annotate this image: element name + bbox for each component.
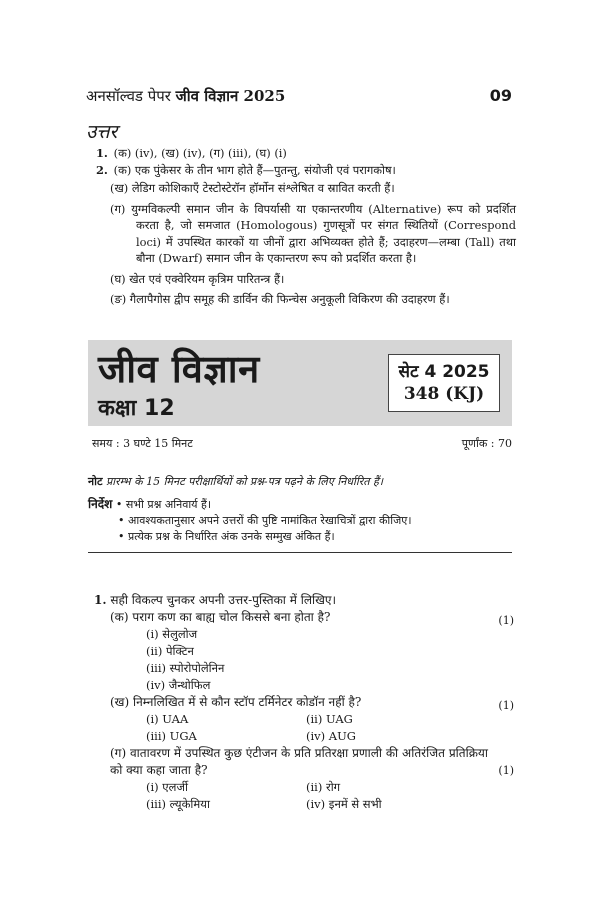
question-1-ga-option-3: (iii) ल्यूकेमिया: [146, 797, 210, 811]
paper-banner: [88, 340, 512, 426]
question-1-ga-options: [146, 779, 514, 813]
question-1-ga: [110, 745, 514, 779]
answers-section: [96, 145, 516, 308]
question-1-ga-option-2: (ii) रोग: [306, 780, 341, 794]
answer-1-number: 1.: [96, 146, 108, 160]
question-1-number: 1.: [94, 593, 107, 607]
question-1-ga-option-1: (i) एलर्जी: [146, 780, 188, 794]
instruction-item-2: • आवश्यकतानुसार अपने उत्तरों की पुष्टि नामांकित रेखाचित्रों द्वारा कीजिए।: [118, 513, 512, 529]
instruction-bullet-1: • सभी प्रश्न अनिवार्य हैं।: [115, 498, 212, 511]
question-1-kha-option-1: (i) UAA: [146, 712, 189, 726]
answer-2-ga: (ग) युग्मविकल्पी समान जीन के विपर्यासी या एकान्तरणीय (Alternative) रूप को प्रदर्शित करता है, जो समजात (Homologous) गुणसूत्रों पर संगत स्थितियों (Correspond loci) में उपस्थित कारकों या जीनों द्वारा अभिव्यक्त होते हैं; उदाहरण—लम्बा (Tall) तथा बौना (Dwarf) समान जीन के एकान्तरण रूप को प्रदर्शित करता है।: [110, 201, 516, 265]
question-1-ka-text: (क) पराग कण का बाह्य चोल किससे बना होता है?: [110, 610, 331, 624]
instructions: [88, 496, 512, 545]
question-1-kha-options: [146, 711, 514, 745]
note-label: नोट: [88, 475, 103, 488]
time-allowed: समय : 3 घण्टे 15 मिनट: [92, 437, 193, 450]
question-1-kha: [110, 694, 514, 711]
answers-heading: उत्तर: [86, 121, 118, 143]
question-1-ga-text: (ग) वातावरण में उपस्थित कुछ एंटीजन के प्रति प्रतिरक्षा प्रणाली की अतिरंजित प्रतिक्रिया को क्या कहा जाता है?: [110, 746, 488, 777]
paper-code: 348 (KJ): [403, 384, 485, 404]
question-1-ga-option-4: (iv) इनमें से सभी: [306, 797, 382, 811]
question-1: [94, 592, 514, 813]
answer-2-gha: (घ) खेत एवं एक्वेरियम कृत्रिम पारितन्त्र हैं।: [110, 271, 285, 286]
question-1-kha-option-4: (iv) AUG: [306, 729, 356, 743]
question-1-text: सही विकल्प चुनकर अपनी उत्तर-पुस्तिका में लिखिए।: [110, 593, 337, 607]
max-marks: पूर्णांक : 70: [461, 437, 512, 450]
question-1-kha-marks: (1): [498, 699, 514, 712]
section-divider: [88, 552, 512, 553]
question-1-ka-option-4: (iv) जैन्थोफिल: [146, 678, 211, 692]
running-title-prefix: अनसॉल्वड पेपर: [86, 87, 171, 105]
class-label: कक्षा 12: [98, 396, 175, 421]
set-label: सेट 4 2025: [398, 362, 490, 382]
instruction-item-3: • प्रत्येक प्रश्न के निर्धारित अंक उनके सम्मुख अंकित हैं।: [118, 529, 512, 545]
subject-title: जीव विज्ञान: [98, 347, 260, 391]
question-1-ga-marks: (1): [498, 764, 514, 777]
instruction-list: [118, 513, 512, 545]
page-number: 09: [489, 86, 512, 105]
question-1-kha-text: (ख) निम्नलिखित में से कौन स्टॉप टर्मिनेटर कोडॉन नहीं है?: [110, 695, 362, 709]
answer-2-ka: (क) एक पुंकेसर के तीन भाग होते हैं—पुतन्तु, संयोजी एवं परागकोष।: [113, 162, 396, 177]
answer-2-nga: (ङ) गैलापैगोस द्वीप समूह की डार्विन की फिन्चेस अनुकूली विकिरण की उदाहरण हैं।: [110, 292, 450, 306]
instructions-label: निर्देश: [88, 497, 113, 511]
note: [88, 474, 512, 489]
running-title-subject: जीव विज्ञान 2025: [175, 87, 286, 105]
note-text: प्रारम्भ के 15 मिनट परीक्षार्थियों को प्रश्न-पत्र पढ़ने के लिए निर्धारित हैं।: [106, 475, 384, 488]
set-box: [388, 354, 500, 412]
question-1-stem: [94, 592, 514, 609]
question-1-ka: [110, 609, 514, 626]
question-1-kha-option-3: (iii) UGA: [146, 729, 197, 743]
question-1-ka-option-3: (iii) स्पोरोपोलेनिन: [146, 661, 225, 675]
answer-1: [96, 145, 516, 162]
running-title: [86, 86, 285, 106]
question-1-ka-option-2: (ii) पेक्टिन: [146, 644, 194, 658]
answer-2-number: 2.: [96, 162, 108, 177]
question-1-ka-marks: (1): [498, 614, 514, 627]
question-1-kha-option-2: (ii) UAG: [306, 712, 353, 726]
answer-2-kha: (ख) लेडिग कोशिकाएँ टेस्टोस्टेरॉन हॉर्मोन संश्लेषित व स्रावित करती हैं।: [110, 181, 395, 195]
page-header: [86, 86, 512, 110]
answer-2: [96, 162, 516, 179]
answer-1-text: (क) (iv), (ख) (iv), (ग) (iii), (घ) (i): [113, 146, 287, 160]
question-1-ka-option-1: (i) सेलुलोज: [146, 627, 198, 641]
